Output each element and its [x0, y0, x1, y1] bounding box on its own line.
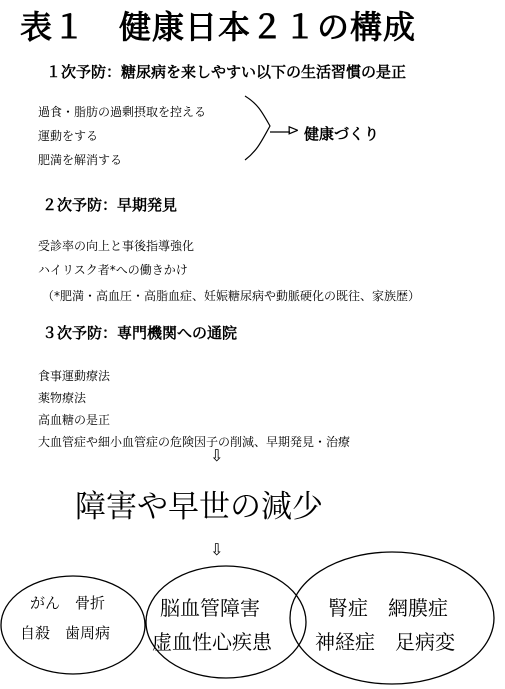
- right-arrow-icon: ⊳: [287, 121, 300, 139]
- section-2-heading: ２次予防：早期発見: [42, 196, 178, 214]
- circle-middle: [146, 566, 306, 678]
- circle-middle-line: 虚血性心疾患: [152, 630, 272, 654]
- section-1-item: 肥満を解消する: [38, 153, 123, 167]
- section-3-item: 食事運動療法: [38, 369, 111, 383]
- section-3-item: 大血管症や細小血管症の危険因子の削減、早期発見・治療: [38, 435, 351, 449]
- down-arrow-icon: ⇩: [210, 446, 224, 465]
- circle-right-line: 腎症 網膜症: [328, 596, 448, 620]
- section-2-item: 受診率の向上と事後指導強化: [38, 239, 195, 253]
- section-3-item: 薬物療法: [38, 391, 87, 405]
- conclusion-text: 障害や早世の減少: [75, 489, 323, 525]
- section-2-item: ハイリスク者*への働きかけ: [38, 263, 188, 277]
- section-1-heading: １次予防：糖尿病を来しやすい以下の生活習慣の是正: [46, 63, 407, 81]
- circle-right-line: 神経症 足病変: [315, 630, 455, 654]
- page-title: 表１ 健康日本２１の構成: [20, 8, 417, 46]
- section-1-item: 運動をする: [38, 129, 99, 143]
- section-3-heading: ３次予防：専門機関への通院: [42, 324, 238, 342]
- section-1-result: 健康づくり: [304, 125, 380, 143]
- circle-middle-line: 脳血管障害: [160, 596, 260, 620]
- circle-left-line: 自殺 歯周病: [20, 624, 111, 642]
- down-arrow-icon: ⇩: [210, 540, 224, 559]
- section-2-note: （*肥満・高血圧・高脂血症、妊娠糖尿病や動脈硬化の既往、家族歴）: [42, 289, 421, 303]
- grouping-brace: [245, 96, 270, 160]
- circle-left-line: がん 骨折: [30, 594, 106, 612]
- section-1-item: 過食・脂肪の過剰摂取を控える: [38, 105, 207, 119]
- section-3-item: 高血糖の是正: [38, 413, 111, 427]
